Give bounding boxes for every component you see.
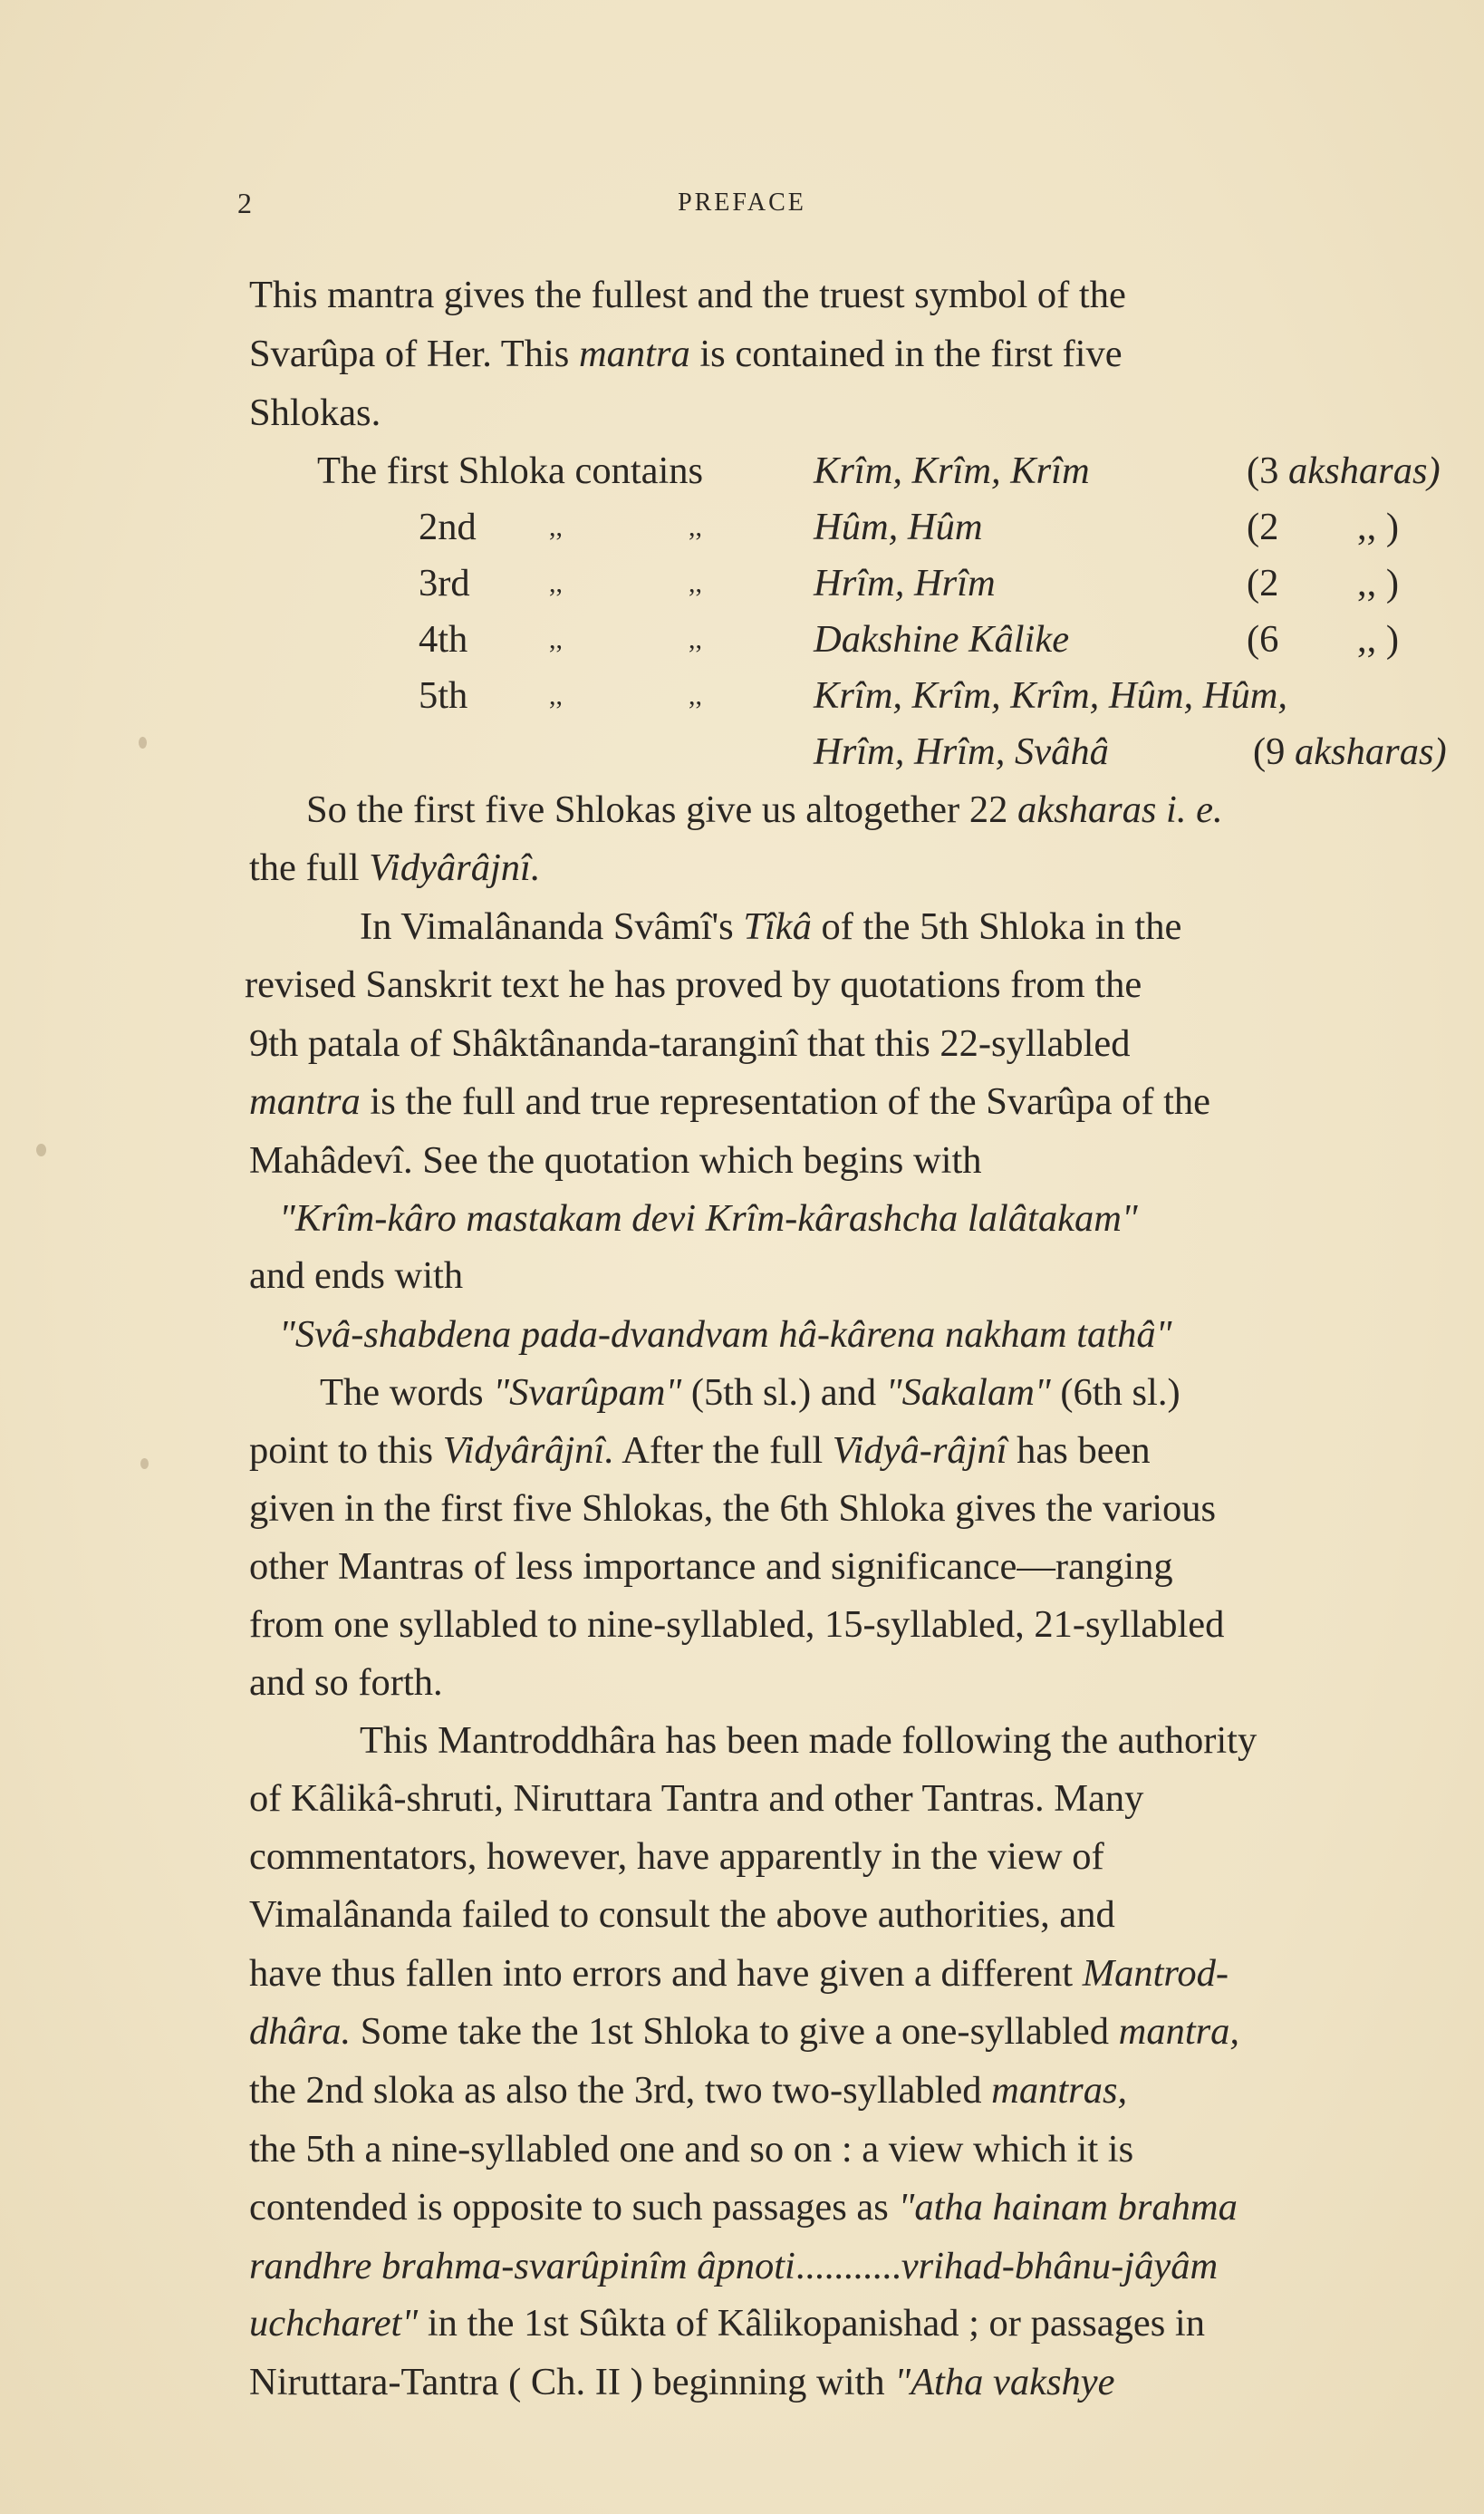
text-line: revised Sanskrit text he has proved by quotations from the	[245, 963, 1142, 1006]
text-line: Niruttara-Tantra ( Ch. II ) beginning with "Atha vakshye	[249, 2361, 1115, 2403]
text-line: This Mantroddhâra has been made following the authority	[360, 1719, 1258, 1762]
text-line: and so forth.	[249, 1661, 443, 1704]
text-line: from one syllabled to nine-syllabled, 15-syllabled, 21-syllabled	[249, 1603, 1225, 1646]
ditto-mark: ,,	[549, 568, 563, 598]
text-line: of Kâlikâ-shruti, Niruttara Tantra and other Tantras. Many	[249, 1777, 1144, 1820]
text-line: This mantra gives the fullest and the truest symbol of the	[249, 274, 1126, 316]
text-line: Svarûpa of Her. This mantra is contained in the first five	[249, 333, 1123, 375]
table-row-3-count: (2	[1247, 562, 1279, 604]
text-line: and ends with	[249, 1254, 464, 1297]
ditto-mark: ,,	[549, 512, 563, 542]
text-line: randhre brahma-svarûpinîm âpnoti...........vrihad-bhânu-jâyâm	[249, 2245, 1219, 2287]
text-line: The words "Svarûpam" (5th sl.) and "Sakalam" (6th sl.)	[320, 1371, 1180, 1414]
ink-spot	[139, 737, 147, 749]
text-line: have thus fallen into errors and have given a different Mantrod-	[249, 1952, 1229, 1995]
table-row-2-count: (2	[1247, 506, 1279, 548]
text-line: In Vimalânanda Svâmî's Tîkâ of the 5th Shloka in the	[360, 905, 1182, 948]
table-row-3-text: Hrîm, Hrîm	[814, 562, 996, 604]
text-line: Vimalânanda failed to consult the above authorities, and	[249, 1893, 1115, 1936]
table-row-4-unit: ,, )	[1357, 618, 1400, 661]
table-row-2-unit: ,, )	[1357, 506, 1400, 548]
ditto-mark: ,,	[689, 568, 702, 598]
running-header: PREFACE	[678, 189, 806, 217]
table-row-4-count: (6	[1247, 618, 1279, 661]
text-line: dhâra. Some take the 1st Shloka to give a one-syllabled mantra,	[249, 2010, 1240, 2053]
text-line: other Mantras of less importance and significance—ranging	[249, 1545, 1173, 1588]
text-line: 9th patala of Shâktânanda-taranginî that this 22-syllabled	[249, 1022, 1131, 1065]
page-number: 2	[237, 187, 253, 219]
table-row-5-ordinal: 5th	[419, 674, 468, 717]
ditto-mark: ,,	[689, 681, 702, 711]
table-row-3-ordinal: 3rd	[419, 562, 470, 604]
ditto-mark: ,,	[689, 624, 702, 654]
ditto-mark: ,,	[689, 512, 702, 542]
ditto-mark: ,,	[549, 624, 563, 654]
text-line: commentators, however, have apparently in the view of	[249, 1835, 1104, 1878]
table-row-5b-count: (9 aksharas)	[1253, 730, 1447, 773]
table-row-2-ordinal: 2nd	[419, 506, 477, 548]
text-line: point to this Vidyârâjnî. After the full Vidyâ-râjnî has been	[249, 1429, 1151, 1472]
text-line: given in the first five Shlokas, the 6th Shloka gives the various	[249, 1487, 1217, 1530]
table-intro: The first Shloka contains	[317, 450, 704, 492]
ditto-mark: ,,	[549, 681, 563, 711]
text-line: mantra is the full and true representation of the Svarûpa of the	[249, 1080, 1211, 1123]
table-row-4-text: Dakshine Kâlike	[814, 618, 1070, 661]
table-row-1-text: Krîm, Krîm, Krîm	[814, 450, 1090, 492]
text-line: the 2nd sloka as also the 3rd, two two-syllabled mantras,	[249, 2069, 1128, 2112]
text-line: contended is opposite to such passages as "atha hainam brahma	[249, 2186, 1238, 2229]
text-line: uchcharet" in the 1st Sûkta of Kâlikopanishad ; or passages in	[249, 2302, 1205, 2345]
text-line: the full Vidyârâjnî.	[249, 846, 541, 889]
text-line: So the first five Shlokas give us altogether 22 aksharas i. e.	[306, 788, 1223, 831]
table-row-3-unit: ,, )	[1357, 562, 1400, 604]
table-row-2-text: Hûm, Hûm	[814, 506, 983, 548]
table-row-1-count: (3 aksharas)	[1247, 450, 1441, 492]
ink-spot	[36, 1144, 46, 1156]
quotation-begin: "Krîm-kâro mastakam devi Krîm-kârashcha lalâtakam"	[279, 1197, 1138, 1240]
ink-spot	[140, 1458, 149, 1469]
text-line: the 5th a nine-syllabled one and so on : a view which it is	[249, 2128, 1134, 2171]
table-row-4-ordinal: 4th	[419, 618, 468, 661]
table-row-5b-text: Hrîm, Hrîm, Svâhâ	[814, 730, 1109, 773]
quotation-end: "Svâ-shabdena pada-dvandvam hâ-kârena nakham tathâ"	[279, 1313, 1172, 1356]
table-row-5-text: Krîm, Krîm, Krîm, Hûm, Hûm,	[814, 674, 1288, 717]
text-line: Mahâdevî. See the quotation which begins with	[249, 1139, 982, 1182]
text-line: Shlokas.	[249, 392, 381, 434]
